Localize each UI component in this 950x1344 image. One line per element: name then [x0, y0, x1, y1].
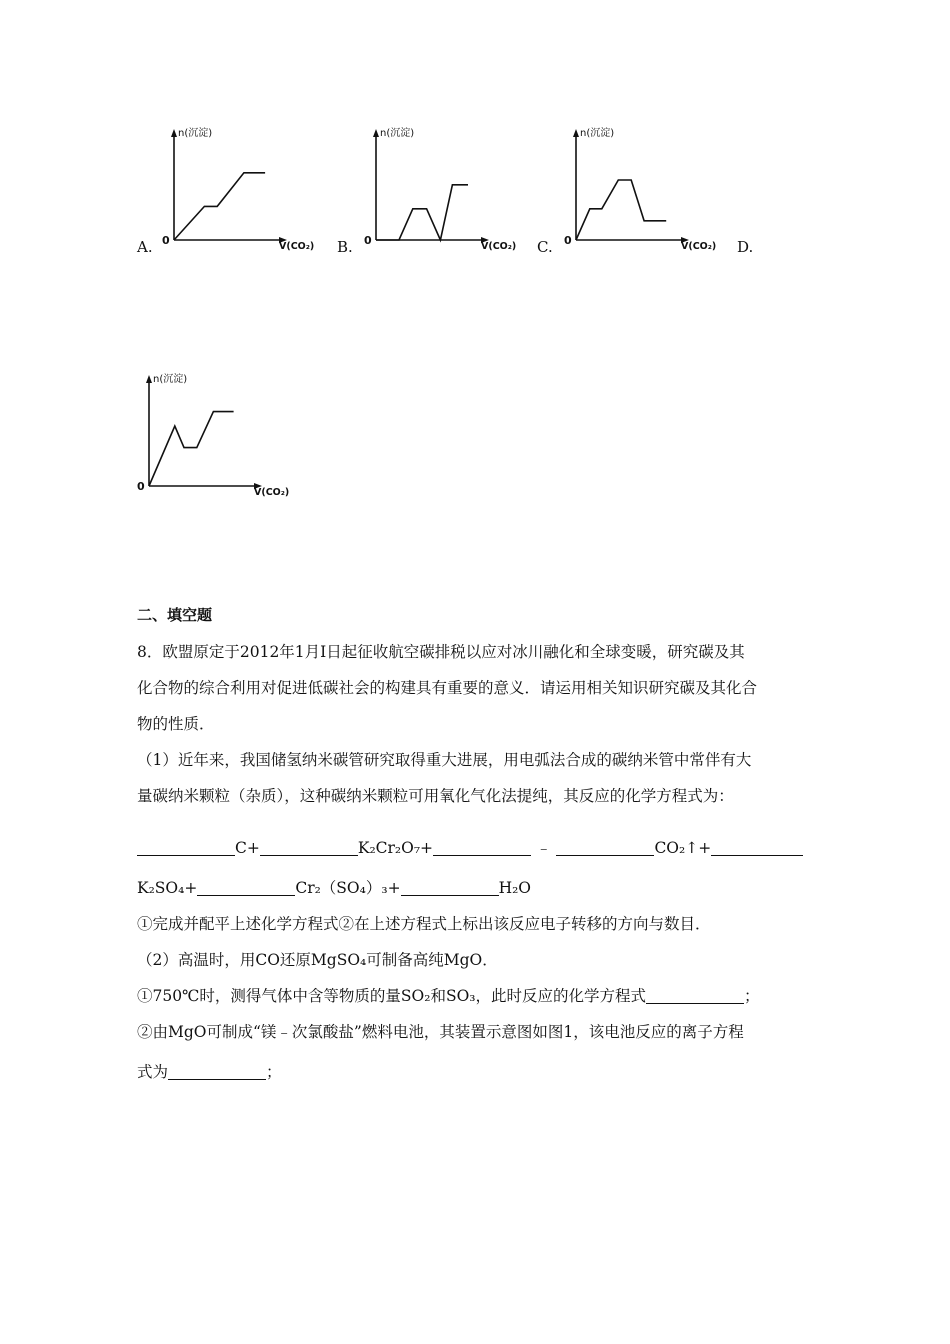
part2-sub2-line-2 [137, 1060, 282, 1082]
graph-d-y-label: n(沉淀) [153, 374, 188, 385]
eq-k2cr2o7: K₂Cr₂O₇+ [357, 839, 434, 857]
graph-d-origin: 0 [137, 480, 145, 493]
graph-c [562, 124, 722, 254]
equation-line-1 [137, 836, 803, 858]
blank-fifth-coef[interactable] [711, 840, 803, 857]
option-c-label: C. [537, 238, 553, 256]
part2-sub1-end: ； [744, 987, 760, 1005]
graph-b-x-label: V(CO₂) [481, 241, 517, 252]
graph-d-plot [135, 370, 295, 500]
part2-sub2-line-1: ②由MgO可制成“镁﹣次氯酸盐”燃料电池，其装置示意图如图1，该电池反应的离子方程 [137, 1023, 744, 1041]
eq-co2: CO₂↑+ [654, 839, 712, 857]
graph-a-origin: 0 [162, 234, 170, 247]
blank-cr2so43-coef[interactable] [197, 880, 295, 897]
eq-h2o: H₂O [498, 879, 532, 897]
graph-d [135, 370, 295, 500]
part1-line-1: （1）近年来，我国储氢纳米碳管研究取得重大进展，用电弧法合成的碳纳米管中常伴有大 [137, 751, 752, 769]
graph-a-plot [160, 124, 320, 254]
part1-line-2: 量碳纳米颗粒（杂质），这种碳纳米颗粒可用氧化气化法提纯，其反应的化学方程式为： [137, 787, 734, 805]
part2-sub1-text: ①750℃时，测得气体中含等物质的量SO₂和SO₃，此时反应的化学方程式 [137, 987, 647, 1005]
graph-b-y-arrow [373, 129, 379, 137]
question-line-1: 8．欧盟原定于2012年1月I日起征收航空碳排税以应对冰川融化和全球变暖，研究碳及其 [137, 643, 745, 661]
blank-h2o-coef[interactable] [401, 880, 499, 897]
graph-c-origin: 0 [564, 234, 572, 247]
graph-b [362, 124, 522, 254]
part2-sub1 [137, 984, 760, 1006]
graph-b-y-label: n(沉淀) [380, 128, 415, 139]
option-d-label: D. [737, 238, 754, 256]
blank-third-coef[interactable] [433, 840, 531, 857]
eq-k2so4: K₂SO₄+ [137, 879, 198, 897]
question-line-2: 化合物的综合利用对促进低碳社会的构建具有重要的意义．请运用相关知识研究碳及其化合 [137, 679, 758, 697]
part2-sub2-end: ； [266, 1063, 282, 1081]
graph-d-curve [149, 412, 234, 486]
eq-c: C+ [235, 839, 260, 857]
question-line-3: 物的性质． [137, 715, 215, 733]
part2-line-1: （2）高温时，用CO还原MgSO₄可制备高纯MgO． [137, 951, 498, 969]
graph-c-y-arrow [573, 129, 579, 137]
graph-a-curve [174, 173, 265, 240]
blank-battery-ionic-equation[interactable] [168, 1064, 266, 1081]
blank-k2cr2o7-coef[interactable] [260, 840, 358, 857]
blank-750-equation[interactable] [646, 988, 744, 1005]
graph-d-y-arrow [146, 375, 152, 383]
graph-d-x-label: V(CO₂) [254, 487, 290, 498]
graph-b-curve [376, 185, 468, 240]
blank-co2-coef[interactable] [556, 840, 654, 857]
graph-c-y-label: n(沉淀) [580, 128, 615, 139]
graph-c-x-label: V(CO₂) [681, 241, 717, 252]
graph-a [160, 124, 320, 254]
section-title: 二、填空题 [137, 606, 213, 624]
equation-line-2 [137, 876, 531, 898]
part2-sub2-text: 式为 [137, 1063, 169, 1081]
graph-a-x-label: V(CO₂) [279, 241, 315, 252]
graph-c-plot [562, 124, 722, 254]
option-b-label: B. [337, 238, 353, 256]
eq-dash: ﹣ [535, 839, 552, 857]
blank-c-coef[interactable] [137, 840, 235, 857]
graph-b-origin: 0 [364, 234, 372, 247]
option-a-label: A. [137, 238, 153, 256]
graph-a-y-arrow [171, 129, 177, 137]
part1-instruction: ①完成并配平上述化学方程式②在上述方程式上标出该反应电子转移的方向与数目． [137, 915, 711, 933]
eq-cr2so43: Cr₂（SO₄）₃+ [295, 879, 401, 897]
graph-c-curve [576, 180, 666, 240]
graph-b-plot [362, 124, 522, 254]
graph-a-y-label: n(沉淀) [178, 128, 213, 139]
